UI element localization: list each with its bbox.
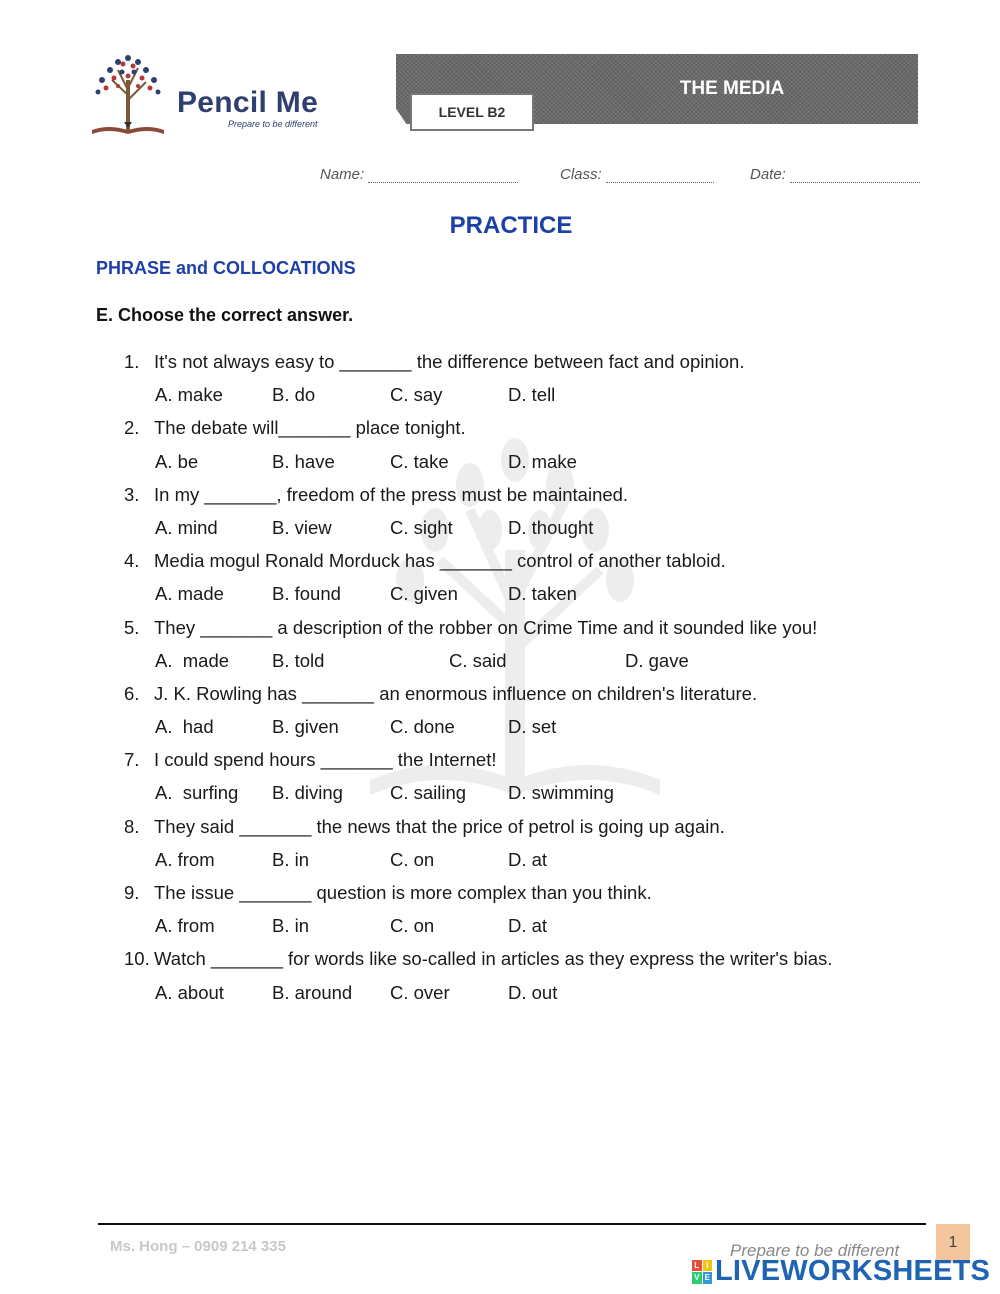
question-text: Media mogul Ronald Morduck has _______ control of another tabloid. [154, 550, 726, 572]
worksheet-title: THE MEDIA [679, 78, 785, 99]
question-item [124, 880, 924, 913]
answer-options [124, 515, 924, 548]
answer-options [124, 581, 924, 614]
answer-option[interactable]: B. in [272, 848, 310, 870]
question-number: 6. [124, 682, 140, 704]
answer-option[interactable]: B. in [272, 915, 310, 937]
liveworksheets-wordmark: LIVEWORKSHEETS [715, 1255, 991, 1287]
question-number: 5. [124, 616, 140, 638]
question-item [124, 415, 924, 448]
answer-option[interactable]: B. found [272, 583, 341, 605]
page-heading: PRACTICE [449, 212, 573, 239]
answer-option[interactable]: B. told [272, 649, 325, 671]
date-label: Date: [750, 166, 786, 183]
answer-options [124, 980, 924, 1013]
answer-option[interactable]: D. at [508, 915, 548, 937]
question-number: 2. [124, 417, 140, 439]
level-badge: LEVEL B2 [410, 93, 534, 131]
answer-option[interactable]: D. swimming [508, 782, 614, 804]
answer-options [124, 449, 924, 482]
question-text: Watch _______ for words like so-called in articles as they express the writer's bias. [154, 948, 833, 970]
answer-option[interactable]: B. around [272, 981, 353, 1003]
answer-option[interactable]: A. from [155, 915, 215, 937]
class-blank[interactable] [606, 168, 714, 183]
class-field[interactable] [560, 166, 714, 183]
answer-option[interactable]: A. had [155, 716, 214, 738]
answer-options [124, 648, 924, 681]
question-number: 9. [124, 882, 140, 903]
class-label: Class: [560, 166, 602, 183]
answer-option[interactable]: C. take [390, 450, 449, 472]
answer-option[interactable]: A. mind [155, 516, 218, 538]
answer-option[interactable]: C. sight [390, 516, 453, 538]
brand-tagline: Prepare to be different [228, 119, 318, 129]
question-list [124, 349, 924, 1013]
answer-option[interactable]: C. over [390, 981, 450, 1003]
answer-options [124, 780, 924, 813]
answer-option[interactable]: C. done [390, 716, 455, 738]
footer-tagline: Prepare to be different [730, 1241, 900, 1260]
answer-option[interactable]: A. make [155, 384, 223, 406]
question-number: 7. [124, 749, 140, 771]
question-item [124, 615, 924, 648]
answer-option[interactable]: C. given [390, 583, 458, 605]
question-number: 4. [124, 550, 140, 572]
question-item [124, 548, 924, 581]
answer-option[interactable]: A. made [155, 649, 230, 671]
answer-options [124, 847, 924, 880]
question-number: 3. [124, 483, 140, 505]
answer-option[interactable]: A. made [155, 583, 224, 605]
badge-letter: V [692, 1272, 702, 1284]
answer-option[interactable]: C. say [390, 384, 443, 406]
question-item [124, 349, 924, 382]
badge-letter: L [692, 1260, 702, 1272]
answer-option[interactable]: A. from [155, 848, 215, 870]
question-item [124, 747, 924, 780]
answer-option[interactable]: D. thought [508, 516, 594, 538]
date-blank[interactable] [790, 168, 920, 183]
answer-option[interactable]: B. do [272, 384, 316, 406]
question-number: 8. [124, 815, 140, 837]
section-heading: PHRASE and COLLOCATIONS [96, 258, 356, 278]
name-field[interactable] [320, 166, 518, 183]
answer-options [124, 714, 924, 747]
answer-option[interactable]: D. set [508, 716, 557, 738]
question-number: 1. [124, 351, 140, 372]
answer-options [124, 913, 924, 946]
question-item [124, 814, 924, 847]
liveworksheets-logo[interactable] [692, 1255, 990, 1288]
answer-option[interactable]: A. surfing [155, 782, 239, 804]
exercise-instruction: E. Choose the correct answer. [96, 305, 354, 325]
question-text: The issue _______ question is more complex than you think. [154, 882, 652, 903]
pencil-me-logo-icon [88, 50, 168, 138]
question-text: In my _______, freedom of the press must be maintained. [154, 483, 629, 505]
question-text: They said _______ the news that the price of petrol is going up again. [154, 815, 725, 837]
answer-option[interactable]: D. at [508, 848, 548, 870]
answer-option[interactable]: C. said [449, 649, 507, 671]
answer-option[interactable]: D. tell [508, 384, 556, 406]
question-text: J. K. Rowling has _______ an enormous influence on children's literature. [154, 682, 758, 704]
answer-option[interactable]: A. about [155, 981, 224, 1003]
page-number: 1 [936, 1224, 970, 1262]
question-text: It's not always easy to _______ the difference between fact and opinion. [154, 351, 745, 372]
answer-option[interactable]: D. taken [508, 583, 577, 605]
answer-option[interactable]: C. on [390, 915, 435, 937]
name-blank[interactable] [368, 168, 518, 183]
badge-letter: E [703, 1272, 713, 1284]
question-text: I could spend hours _______ the Internet! [154, 749, 497, 771]
badge-letter: I [703, 1260, 713, 1272]
answer-option[interactable]: A. be [155, 450, 199, 472]
answer-options [124, 382, 924, 415]
question-item [124, 681, 924, 714]
name-label: Name: [320, 166, 365, 183]
footer-contact: Ms. Hong – 0909 214 335 [110, 1238, 286, 1255]
answer-option[interactable]: C. on [390, 848, 435, 870]
answer-option[interactable]: C. sailing [390, 782, 467, 804]
answer-option[interactable]: D. out [508, 981, 558, 1003]
footer-divider [98, 1223, 926, 1225]
question-item [124, 946, 924, 979]
question-text: They _______ a description of the robber on Crime Time and it sounded like you! [154, 616, 818, 638]
answer-option[interactable]: B. given [272, 716, 339, 738]
question-item [124, 482, 924, 515]
liveworksheets-badge-icon [692, 1260, 712, 1284]
answer-option[interactable]: D. make [508, 450, 577, 472]
brand-name: Pencil Me [177, 86, 319, 119]
answer-option[interactable]: B. view [272, 516, 332, 538]
answer-option[interactable]: D. gave [625, 649, 689, 671]
date-field[interactable] [750, 166, 920, 183]
answer-option[interactable]: B. have [272, 450, 335, 472]
question-text: The debate will_______ place tonight. [154, 417, 466, 439]
answer-option[interactable]: B. diving [272, 782, 343, 804]
question-number: 10. [124, 948, 150, 970]
